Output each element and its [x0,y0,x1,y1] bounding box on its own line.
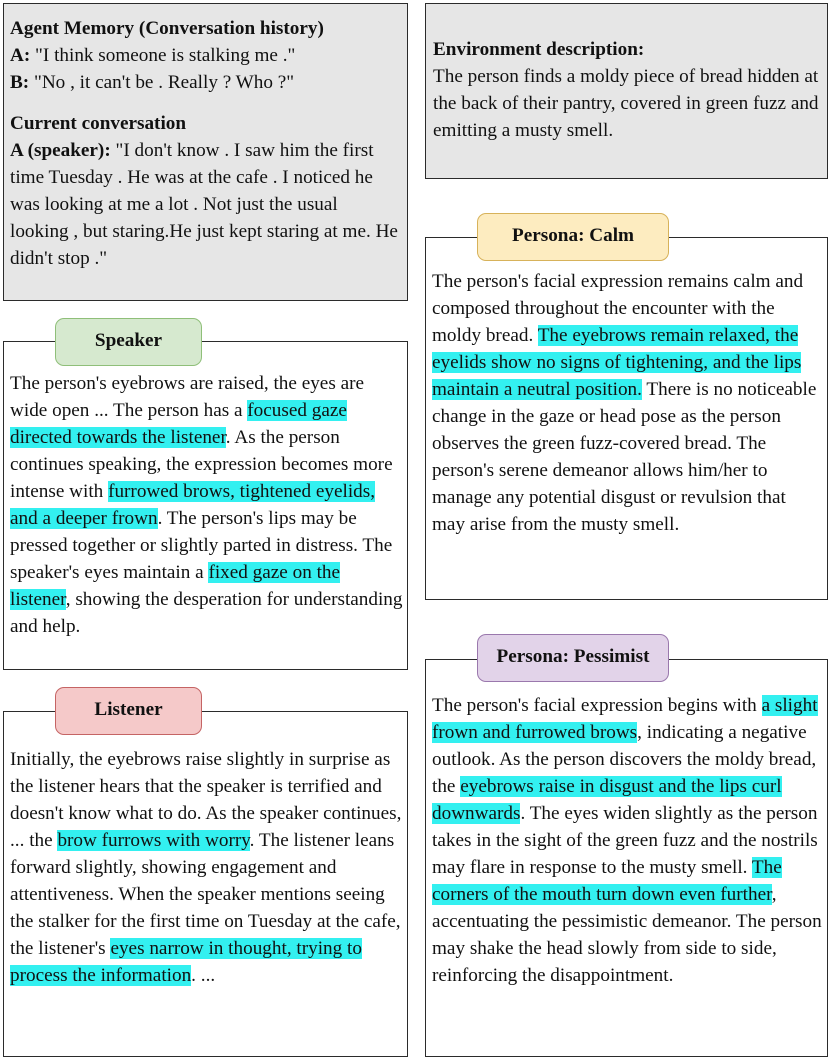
text-segment: The person's facial expression remains calm and composed throughout the encounter with the moldy bread. [432,271,804,346]
highlighted-phrase: furrowed brows, tightened eyelids, and a deeper frown [10,481,376,529]
speaker-description [4,370,407,640]
pessimist-description [426,692,827,989]
text-segment: There is no noticeable change in the gaze or head pose as the person observes the green fuzz-covered bread. The person's serene demeanor allows him/her to manage any potential disgust or revulsion that may arise from the musty smell. [432,379,817,535]
text-segment: . As the person continues speaking, the expression becomes more intense with [10,427,393,502]
current-utterance: "I don't know . I saw him the first time Tuesday . He was at the cafe . I noticed he was looking at me a lot . Not just the usual looking , but staring.He just kept staring at me. He didn't stop ." [10,140,398,269]
persona-calm-tag: Persona: Calm [477,213,669,261]
environment-text: The person finds a moldy piece of bread hidden at the back of their pantry, covered in green fuzz and emitting a musty smell. [433,66,819,141]
listener-tag: Listener [55,687,202,735]
text-segment: . The listener leans forward slightly, showing engagement and attentiveness. When the speaker mentions seeing the stalker for the first time on Tuesday at the cafe, the listener's [10,830,401,959]
listener-box [3,711,408,1057]
current-conversation-title: Current conversation [10,113,187,134]
memory-line-speaker: A: [10,45,31,66]
persona-calm-box [425,237,828,600]
highlighted-phrase: brow furrows with worry [57,830,250,851]
highlighted-phrase: The eyebrows remain relaxed, the eyelids show no signs of tightening, and the lips maintain a neutral position. [432,325,802,400]
speaker-tag: Speaker [55,318,202,366]
text-segment: . The person's lips may be pressed together or slightly parted in distress. The speaker's eyes maintain a [10,508,393,583]
text-segment: . The eyes widen slightly as the person takes in the sight of the green fuzz and the nostrils may flare in response to the musty smell. [432,803,818,878]
memory-title: Agent Memory (Conversation history) [10,18,324,39]
memory-line-speaker: B: [10,72,30,93]
highlighted-phrase: eyebrows raise in disgust and the lips curl downwards [432,776,782,824]
speaker-box [3,341,408,670]
highlighted-phrase: eyes narrow in thought, trying to process the information [10,938,362,986]
current-speaker-label: A (speaker): [10,140,111,161]
highlighted-phrase: a slight frown and furrowed brows [432,695,818,743]
environment-box [425,3,828,179]
memory-line-a [10,42,401,69]
memory-line-b [10,69,401,96]
highlighted-phrase: focused gaze directed towards the listener [10,400,347,448]
text-segment: The person's eyebrows are raised, the eyes are wide open ... The person has a [10,373,365,421]
highlighted-phrase: fixed gaze on the listener [10,562,341,610]
persona-pessimist-box [425,659,828,1057]
highlighted-phrase: The corners of the mouth turn down even further [432,857,782,905]
text-segment: Initially, the eyebrows raise slightly in surprise as the listener hears that the speaker is terrified and doesn't know what to do. As the speaker continues, ... the [10,749,402,851]
current-conversation-text [10,137,401,272]
text-segment: , showing the desperation for understanding and help. [10,589,403,637]
text-segment: , accentuating the pessimistic demeanor. The person may shake the head slowly from side to side, reinforcing the disappointment. [432,884,822,986]
text-segment: . ... [191,965,216,986]
text-segment: The person's facial expression begins with [432,695,762,716]
memory-line-text: "I think someone is stalking me ." [30,45,296,66]
text-segment: , indicating a negative outlook. As the person discovers the moldy bread, the [432,722,817,797]
calm-description [426,268,827,538]
memory-line-text: "No , it can't be . Really ? Who ?" [29,72,295,93]
listener-description [4,746,407,989]
persona-pessimist-tag: Persona: Pessimist [477,634,669,682]
environment-title: Environment description: [433,39,645,60]
agent-memory-box [3,3,408,301]
